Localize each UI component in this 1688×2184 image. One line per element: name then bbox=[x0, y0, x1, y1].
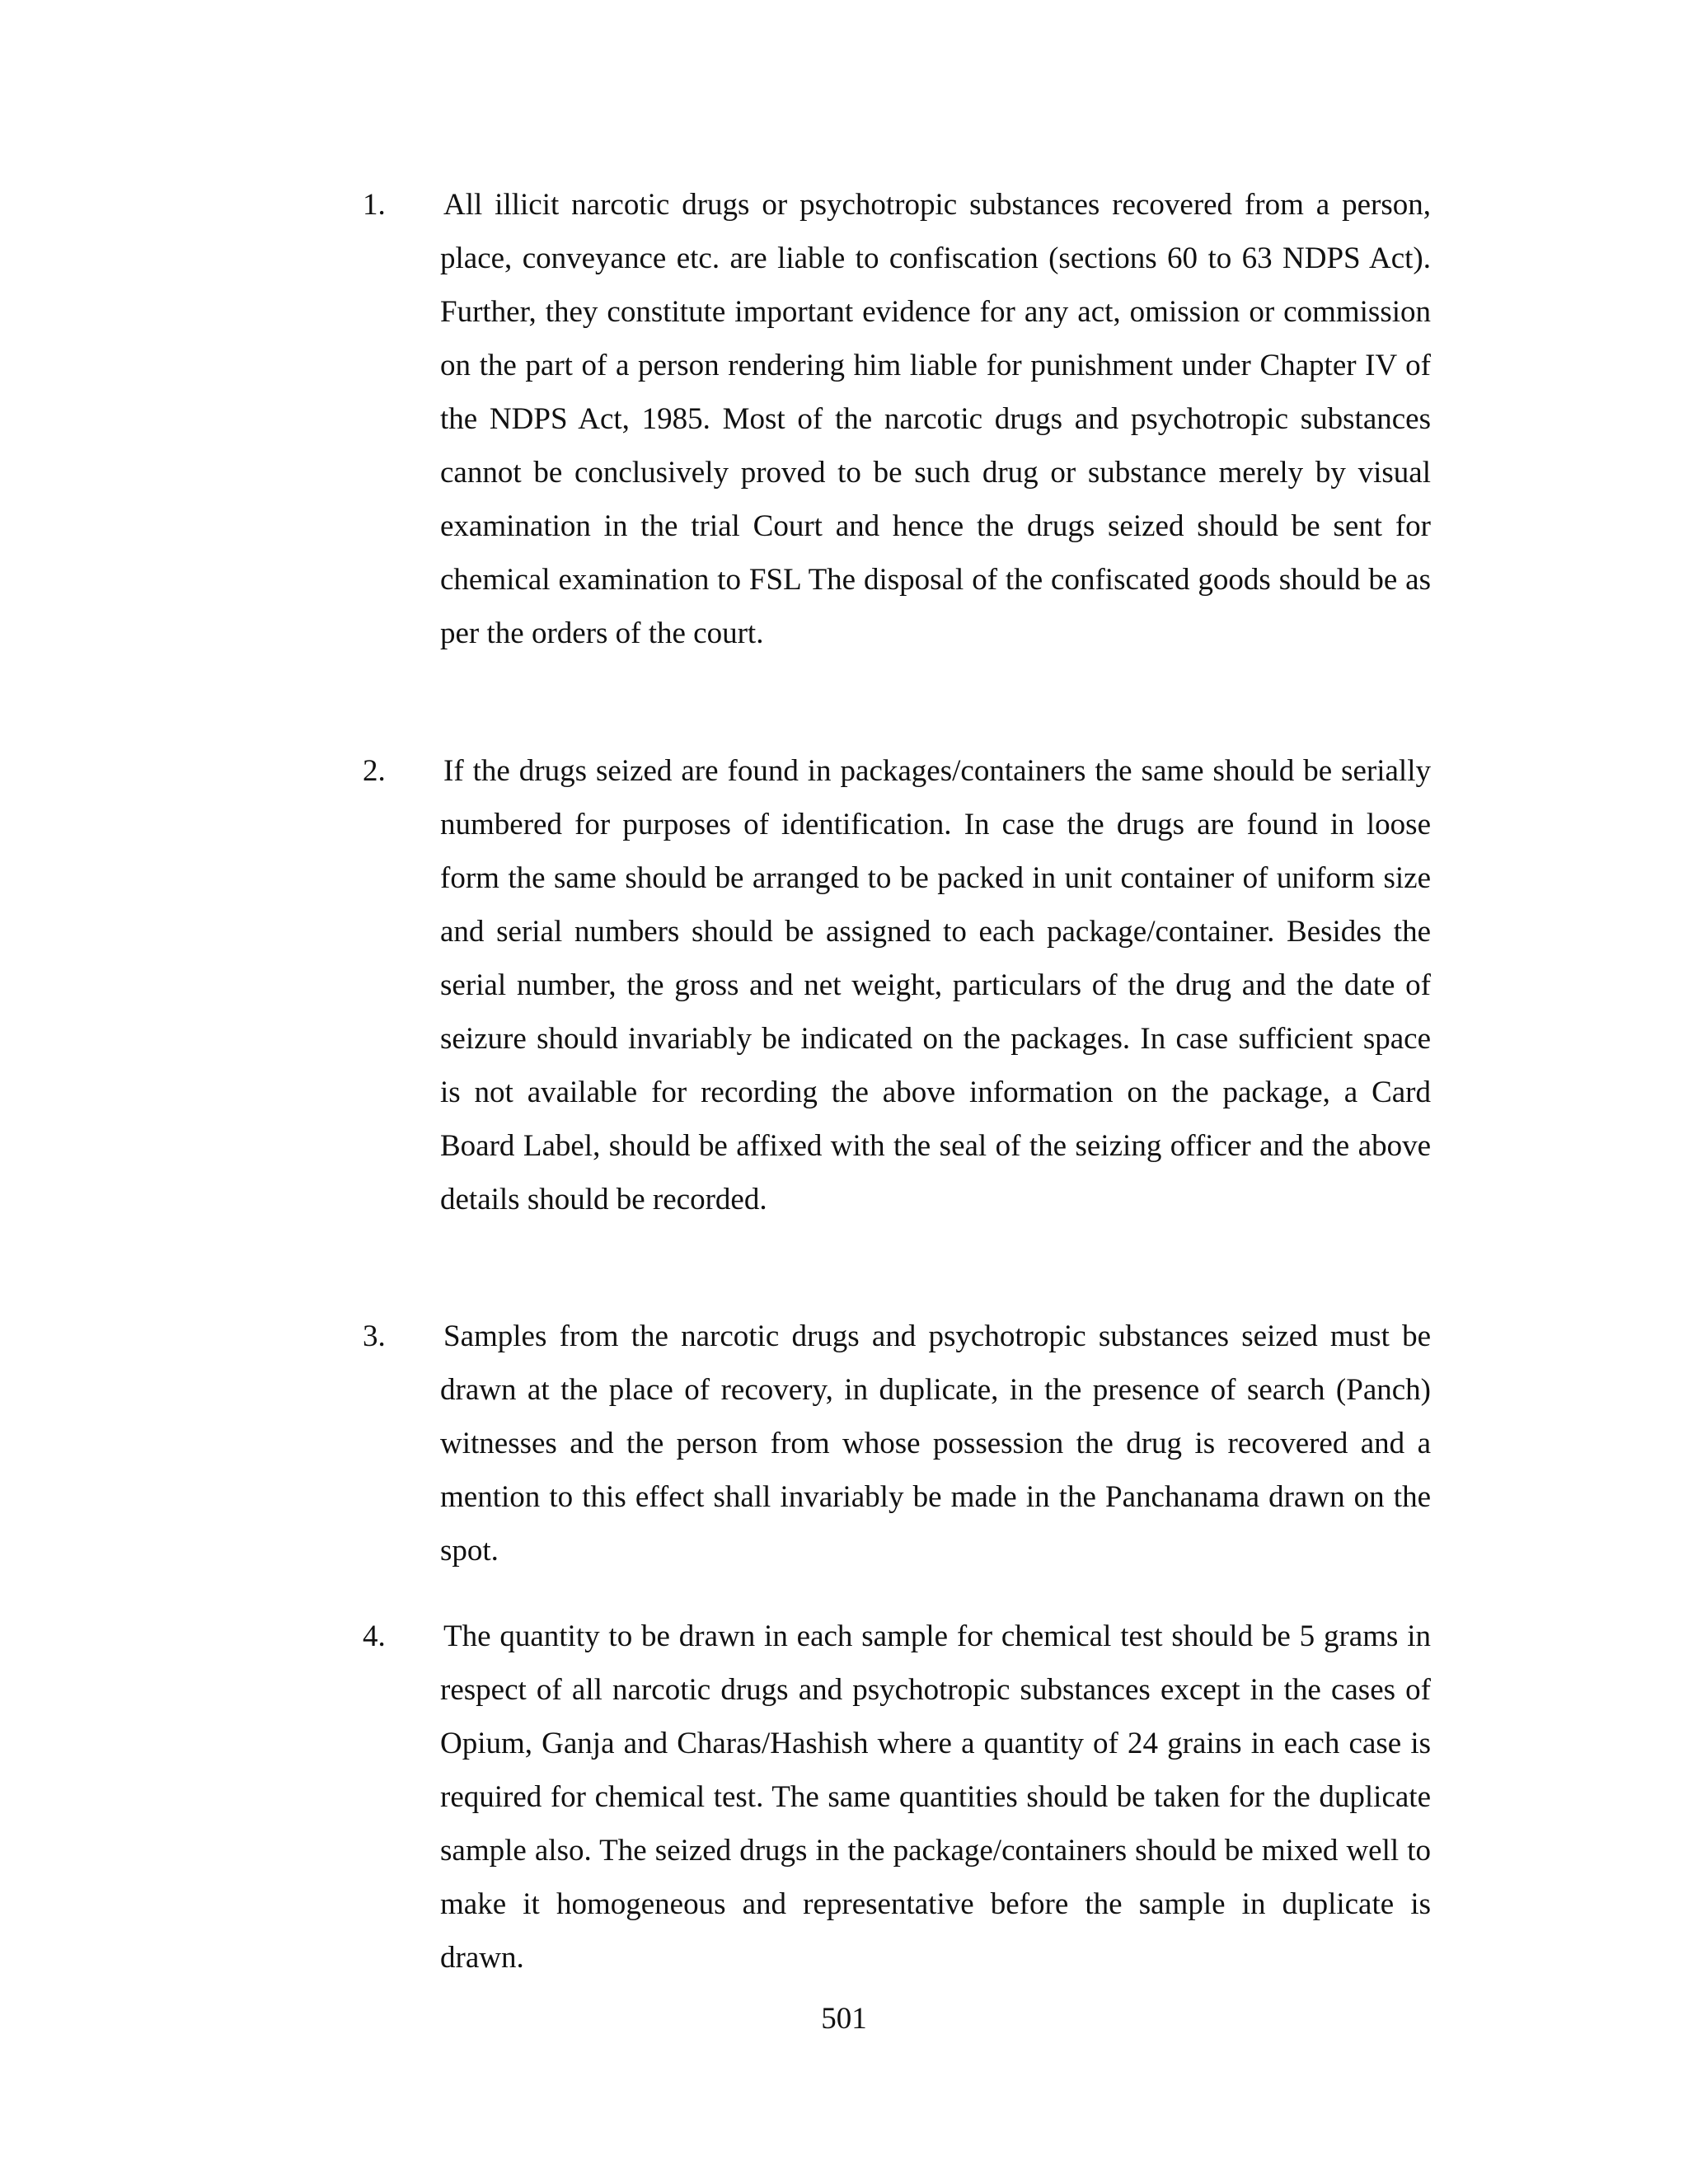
numbered-paragraph-3 bbox=[363, 1310, 1431, 1577]
paragraph-text: All illicit narcotic drugs or psychotropic substances recovered from a person, place, conveyance etc. are liable to confiscation (sections 60 to 63 NDPS Act). Further, they constitute important evidence for any act, omission or commission on the part of a person rendering him liable for punishment under Chapter IV of the NDPS Act, 1985. Most of the narcotic drugs and psychotropic substances cannot be conclusively proved to be such drug or substance merely by visual examination in the trial Court and hence the drugs seized should be sent for chemical examination to FSL The disposal of the confiscated goods should be as per the orders of the court. bbox=[440, 188, 1431, 650]
paragraph-number: 2. bbox=[363, 754, 386, 788]
numbered-paragraph-2 bbox=[363, 744, 1431, 1226]
numbered-paragraph-1 bbox=[363, 178, 1431, 660]
paragraph-number: 1. bbox=[363, 188, 386, 222]
paragraph-text: The quantity to be drawn in each sample for chemical test should be 5 grams in respect of all narcotic drugs and psychotropic substances except in the cases of Opium, Ganja and Charas/Hashish where a quantity of 24 grains in each case is required for chemical test. The same quantities should be taken for the duplicate sample also. The seized drugs in the package/containers should be mixed well to make it homogeneous and representative before the sample in duplicate is drawn. bbox=[440, 1619, 1431, 1975]
paragraph-number: 3. bbox=[363, 1319, 386, 1353]
numbered-paragraph-4 bbox=[363, 1610, 1431, 1985]
paragraph-text: If the drugs seized are found in packages/containers the same should be serially numbered for purposes of identification. In case the drugs are found in loose form the same should be arranged to be packed in unit container of uniform size and serial numbers should be assigned to each package/container. Besides the serial number, the gross and net weight, particulars of the drug and the date of seizure should invariably be indicated on the packages. In case sufficient space is not available for recording the above information on the package, a Card Board Label, should be affixed with the seal of the seizing officer and the above details should be recorded. bbox=[440, 754, 1431, 1216]
paragraph-number: 4. bbox=[363, 1619, 386, 1653]
paragraph-text: Samples from the narcotic drugs and psychotropic substances seized must be drawn at the place of recovery, in duplicate, in the presence of search (Panch) witnesses and the person from whose possession the drug is recovered and a mention to this effect shall invariably be made in the Panchanama drawn on the spot. bbox=[440, 1319, 1431, 1568]
page-number: 501 bbox=[821, 2002, 867, 2036]
